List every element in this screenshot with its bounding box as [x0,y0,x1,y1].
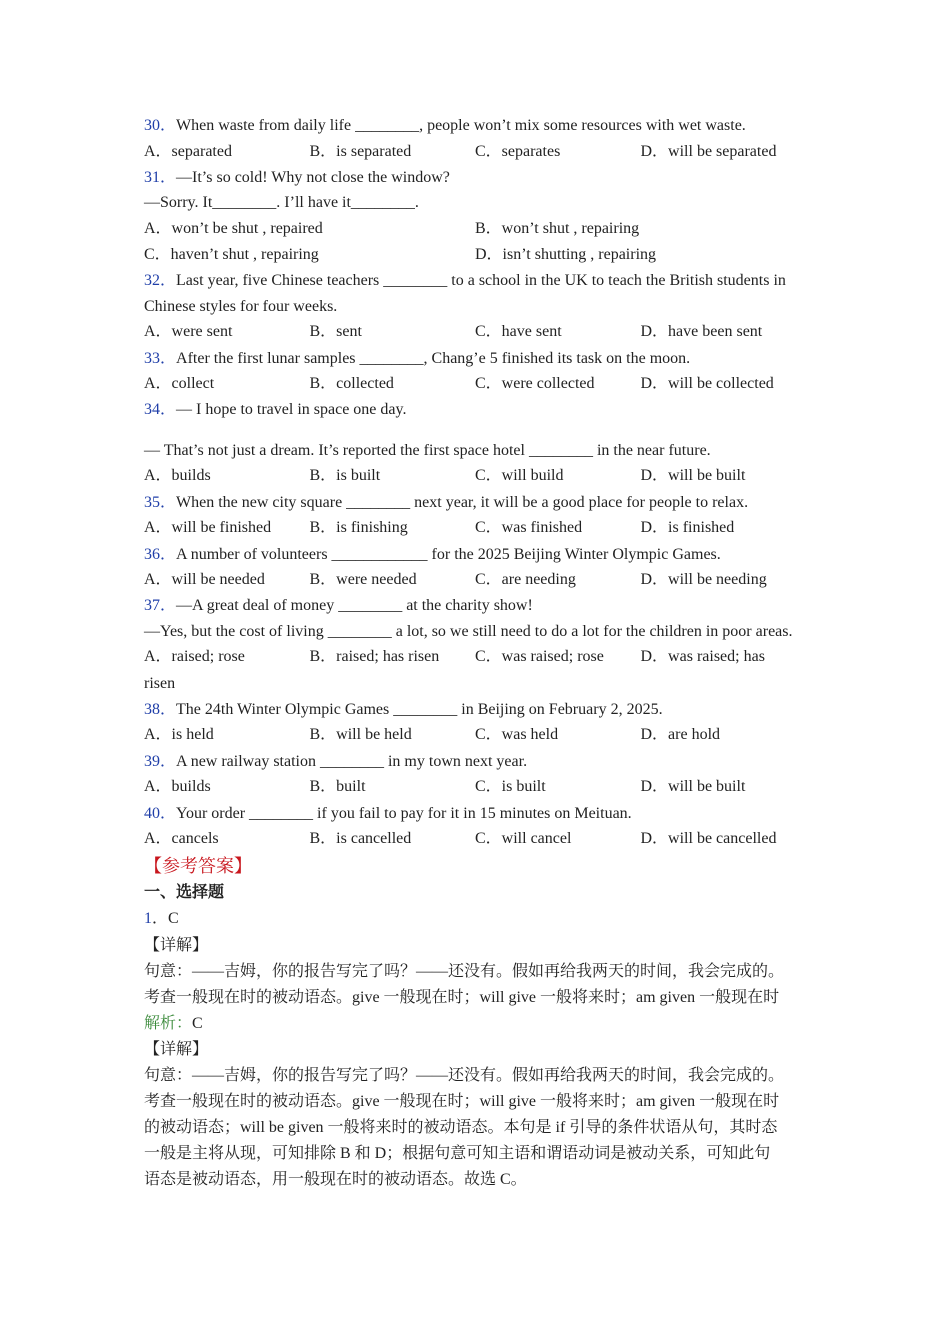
stem-text: When the new city square ________ next year, it will be a good place for people to relax. [176,493,749,511]
option-c: C．is built [475,778,546,796]
question-stem [144,490,809,516]
stem-text: —A great deal of money ________ at the charity show! [176,597,533,615]
analysis-line [144,1011,809,1037]
stem-text: The 24th Winter Olympic Games ________ in Beijing on February 2, 2025. [176,700,663,718]
detail-long-line-3: 的被动语态；will be given 一般将来时的被动语态。本句是 if 引导的条件状语从句，其时态 [144,1118,778,1136]
detail-long-line-1: 句意：——吉姆，你的报告写完了吗？——还没有。假如再给我两天的时间，我会完成的。 [144,1066,785,1084]
question-stem [144,346,809,372]
question-block [144,113,809,165]
stem-text: —It’s so cold! Why not close the window? [176,168,450,186]
option-d: D．have been sent [640,323,763,341]
question-number-separator: ． [160,804,177,822]
option-c: C．haven’t shut , repairing [144,246,319,264]
detail-long-line-4: 一般是主将从现，可知排除 B 和 D；根据句意可知主语和谓语动词是被动关系，可知此句 [144,1144,771,1162]
analysis-label: 解析： [144,1014,193,1032]
answer-separator: ． [152,910,169,928]
question-number: 33 [144,349,160,367]
question-block [144,542,809,594]
question-number-separator: ． [160,700,177,718]
option-b: B．raised; has risen [309,648,440,666]
question-stem [144,542,809,568]
option-d: D．will be cancelled [640,830,777,848]
options-row [144,826,809,852]
option-a: A．builds [144,467,211,485]
question-stem [144,397,809,423]
question-number: 34 [144,401,160,419]
option-b: B．will be held [309,726,412,744]
detail-short-line-1: 句意：——吉姆，你的报告写完了吗？——还没有。假如再给我两天的时间，我会完成的。 [144,962,785,980]
option-d: D．are hold [640,726,721,744]
question-stem [144,749,809,775]
detail-label-2: 【详解】 [144,1040,209,1058]
options-row [144,319,809,345]
detail-long-line-5: 语态是被动语态，用一般现在时的被动语态。故选 C。 [144,1170,527,1188]
question-stem-continued [144,190,809,216]
question-block [144,165,809,269]
question-block [144,397,809,489]
question-number-separator: ． [160,117,177,134]
question-stem-continued [144,619,809,645]
option-a: A．will be needed [144,571,265,589]
options-row [144,722,809,748]
question-number-separator: ． [160,401,177,419]
answer-section [144,852,809,1192]
stem-text: — That’s not just a dream. It’s reported the first space hotel ________ in the near future. [144,441,711,459]
question-number: 30 [144,117,160,134]
question-number: 40 [144,804,160,822]
section-title: 一、选择题 [144,884,225,902]
reference-answer-heading: 【参考答案】 [144,856,252,877]
question-list [144,113,809,852]
option-d: D．will be needing [640,571,767,589]
option-c: C．was raised; rose [475,648,604,666]
stem-text: After the first lunar samples ________, Chang’e 5 finished its task on the moon. [176,349,691,367]
option-b: B．is finishing [309,519,408,537]
question-block [144,490,809,542]
detail-short-line-2: 考查一般现在时的被动语态。give 一般现在时；will give 一般将来时；am given 一般现在时 [144,988,780,1006]
options-row [144,463,809,489]
options-row [144,567,809,593]
option-d: D．will be built [640,467,746,485]
options-row [144,774,809,800]
options-row [144,139,809,165]
question-block [144,593,809,697]
option-b: B．were needed [309,571,417,589]
option-b: B．won’t shut , repairing [475,219,640,237]
option-c: C．have sent [475,323,562,341]
option-d: D．will be built [640,778,746,796]
option-c: C．were collected [475,375,595,393]
options-row [144,242,809,268]
option-a: A．raised; rose [144,648,245,666]
stem-text: When waste from daily life ________, people won’t mix some resources with wet waste. [176,117,746,134]
question-number-separator: ． [160,752,177,770]
options-row [144,371,809,397]
option-b: B．is built [309,467,381,485]
question-stem [144,697,809,723]
stem-text: Your order ________ if you fail to pay for it in 15 minutes on Meituan. [176,804,632,822]
question-number-separator: ． [160,349,177,367]
option-c: C．was finished [475,519,583,537]
option-d: D．isn’t shutting , repairing [475,246,657,264]
option-c: C．will cancel [475,830,572,848]
option-c: C．separates [475,142,561,160]
option-a: A．were sent [144,323,233,341]
option-a: A．separated [144,142,232,160]
question-number: 35 [144,493,160,511]
question-block [144,346,809,398]
stem-text: A number of volunteers ____________ for the 2025 Beijing Winter Olympic Games. [176,545,721,563]
stem-text: —Yes, but the cost of living ________ a lot, so we still need to do a lot for the children in poor areas. [144,622,793,640]
options-row [144,515,809,541]
question-number: 32 [144,272,160,290]
option-c: C．are needing [475,571,576,589]
options-row [144,216,809,242]
option-d: D．is finished [640,519,735,537]
question-block [144,268,809,345]
option-c: C．will build [475,467,564,485]
worksheet-page [144,113,809,1193]
question-stem [144,593,809,619]
option-a: A．collect [144,375,215,393]
option-a: A．won’t be shut , repaired [144,219,323,237]
question-number: 38 [144,700,160,718]
option-b: B．collected [309,375,394,393]
question-number-separator: ． [160,168,177,186]
stem-text: Last year, five Chinese teachers ________ to a school in the UK to teach the British students in Chinese styles for four weeks. [144,272,786,315]
stem-text: — I hope to travel in space one day. [176,401,407,419]
question-stem [144,801,809,827]
question-number-separator: ． [160,545,177,563]
answer-number: 1 [144,910,152,928]
option-b: B．is cancelled [309,830,412,848]
question-number: 31 [144,168,160,186]
question-number-separator: ． [160,493,177,511]
option-a: A．builds [144,778,211,796]
question-number-separator: ． [160,597,177,615]
question-block [144,697,809,749]
option-d: D．was raised; has [640,648,765,666]
question-number: 37 [144,597,160,615]
detail-long-line-2: 考查一般现在时的被动语态。give 一般现在时；will give 一般将来时；am given 一般现在时 [144,1092,780,1110]
question-stem [144,113,809,139]
blank-gap [144,423,809,438]
question-block [144,749,809,801]
question-number-separator: ． [160,272,177,290]
analysis-answer: C [192,1014,203,1032]
option-b: B．sent [309,323,362,341]
option-d: D．will be separated [640,142,777,160]
question-number: 39 [144,752,160,770]
stem-text: —Sorry. It________. I’ll have it________. [144,194,419,212]
stem-text: A new railway station ________ in my town next year. [176,752,528,770]
option-d: D．will be collected [640,375,774,393]
option-b: B．is separated [309,142,412,160]
options-row [144,644,809,670]
option-c: C．was held [475,726,559,744]
option-a: A．will be finished [144,519,272,537]
question-block [144,801,809,853]
option-a: A．cancels [144,830,219,848]
answer-value: C [168,910,179,928]
question-number: 36 [144,545,160,563]
option-a: A．is held [144,726,214,744]
answer-item [144,906,809,932]
option-continued: risen [144,674,176,692]
question-stem-continued [144,438,809,464]
question-stem [144,165,809,191]
option-b: B．built [309,778,366,796]
question-stem [144,268,809,319]
detail-label: 【详解】 [144,936,209,954]
